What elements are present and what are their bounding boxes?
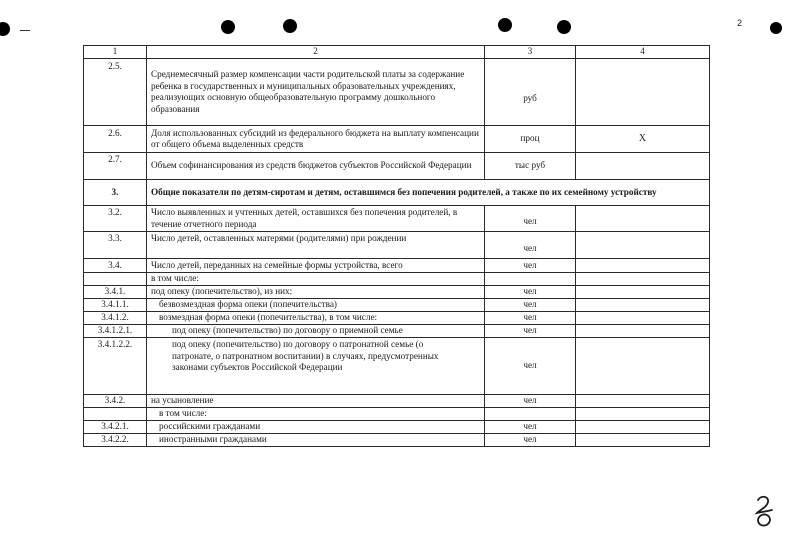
- row-unit: руб: [485, 59, 576, 126]
- row-value: [576, 338, 710, 395]
- row-value: [576, 286, 710, 299]
- row-value: [576, 312, 710, 325]
- row-name: безвозмездная форма опеки (попечительства): [147, 299, 485, 312]
- table-row: [84, 299, 710, 312]
- row-name: Объем софинансирования из средств бюджетов субъектов Российской Федерации: [147, 153, 485, 180]
- column-header-3: 3: [485, 46, 576, 59]
- row-name: на усыновление: [147, 395, 485, 408]
- row-value: [576, 232, 710, 259]
- table-row: [84, 59, 710, 126]
- row-unit: чел: [485, 325, 576, 338]
- table-row: [84, 325, 710, 338]
- row-value: [576, 421, 710, 434]
- row-number: 3.3.: [84, 232, 147, 259]
- column-header-4: 4: [576, 46, 710, 59]
- row-number: 2.5.: [84, 59, 147, 126]
- row-value: [576, 206, 710, 232]
- table-row: [84, 312, 710, 325]
- table-row: [84, 338, 710, 395]
- row-unit: чел: [485, 299, 576, 312]
- table-row: [84, 206, 710, 232]
- section-row: [84, 180, 710, 206]
- row-number: 3.4.2.: [84, 395, 147, 408]
- row-number: 2.7.: [84, 153, 147, 180]
- row-number: 3.4.1.2.2.: [84, 338, 147, 395]
- section-title: Общие показатели по детям-сиротам и детям, оставшимся без попечения родителей, а также по их семейному устройству: [147, 180, 710, 206]
- table-row: [84, 232, 710, 259]
- row-number: [84, 273, 147, 286]
- row-number: 2.6.: [84, 126, 147, 153]
- row-unit: чел: [485, 421, 576, 434]
- row-name: Среднемесячный размер компенсации части родительской платы за содержание ребенка в государственных и муниципальных образовательных учреждениях, реализующих основную общеобразовательную программу дошкольного образования: [147, 59, 485, 126]
- row-name: в том числе:: [147, 273, 485, 286]
- row-unit: проц: [485, 126, 576, 153]
- row-unit: чел: [485, 312, 576, 325]
- column-header-1: 1: [84, 46, 147, 59]
- row-name: иностранными гражданами: [147, 434, 485, 447]
- row-unit: чел: [485, 259, 576, 273]
- binder-hole-1: [221, 20, 235, 34]
- row-name: российскими гражданами: [147, 421, 485, 434]
- column-header-2: 2: [147, 46, 485, 59]
- row-name: под опеку (попечительство), из них:: [147, 286, 485, 299]
- row-number: 3.4.1.: [84, 286, 147, 299]
- row-number: [84, 408, 147, 421]
- row-unit: чел: [485, 395, 576, 408]
- table-row: [84, 126, 710, 153]
- row-unit: [485, 273, 576, 286]
- table-row: [84, 395, 710, 408]
- report-table: [83, 45, 710, 447]
- row-unit: [485, 408, 576, 421]
- row-name: Доля использованных субсидий из федерального бюджета на выплату компенсации от общего объема выделенных средств: [147, 126, 485, 153]
- row-number: 3.: [84, 180, 147, 206]
- row-value: [576, 434, 710, 447]
- row-number: 3.4.1.2.: [84, 312, 147, 325]
- row-value: [576, 153, 710, 180]
- row-name: возмездная форма опеки (попечительства), в том числе:: [147, 312, 485, 325]
- row-unit: чел: [485, 206, 576, 232]
- binder-hole-left: [0, 22, 10, 36]
- row-number: 3.2.: [84, 206, 147, 232]
- table-header-row: [84, 46, 710, 59]
- binder-hole-2: [283, 19, 297, 33]
- table-row: [84, 286, 710, 299]
- table-row: [84, 153, 710, 180]
- scan-tick-mark: [20, 30, 30, 31]
- row-value: Х: [576, 126, 710, 153]
- table-row: [84, 421, 710, 434]
- row-unit: тыс руб: [485, 153, 576, 180]
- row-value: [576, 273, 710, 286]
- row-number: 3.4.2.1.: [84, 421, 147, 434]
- row-value: [576, 325, 710, 338]
- row-value: [576, 299, 710, 312]
- row-name: под опеку (попечительство) по договору о патронатной семье (о патронате, о патронатном воспитании) в случаях, предусмотренных законами субъектов Российской Федерации: [147, 338, 485, 395]
- row-number: 3.4.1.2.1.: [84, 325, 147, 338]
- row-name: Число выявленных и учтенных детей, оставшихся без попечения родителей, в течение отчетного периода: [147, 206, 485, 232]
- row-name: под опеку (попечительство) по договору о приемной семье: [147, 325, 485, 338]
- binder-hole-4: [557, 20, 571, 34]
- row-name: в том числе:: [147, 408, 485, 421]
- table-row: [84, 273, 710, 286]
- table-row: [84, 408, 710, 421]
- row-value: [576, 395, 710, 408]
- handwritten-page-mark: [752, 494, 778, 528]
- page-number: 2: [737, 18, 743, 28]
- row-unit: чел: [485, 286, 576, 299]
- row-value: [576, 408, 710, 421]
- row-number: 3.4.: [84, 259, 147, 273]
- binder-hole-right: [770, 22, 782, 34]
- binder-hole-3: [498, 18, 512, 32]
- row-unit: чел: [485, 434, 576, 447]
- row-unit: чел: [485, 338, 576, 395]
- table-row: [84, 434, 710, 447]
- row-value: [576, 59, 710, 126]
- row-name: Число детей, переданных на семейные формы устройства, всего: [147, 259, 485, 273]
- row-name: Число детей, оставленных матерями (родителями) при рождении: [147, 232, 485, 259]
- row-number: 3.4.1.1.: [84, 299, 147, 312]
- row-number: 3.4.2.2.: [84, 434, 147, 447]
- row-unit: чел: [485, 232, 576, 259]
- row-value: [576, 259, 710, 273]
- table-row: [84, 259, 710, 273]
